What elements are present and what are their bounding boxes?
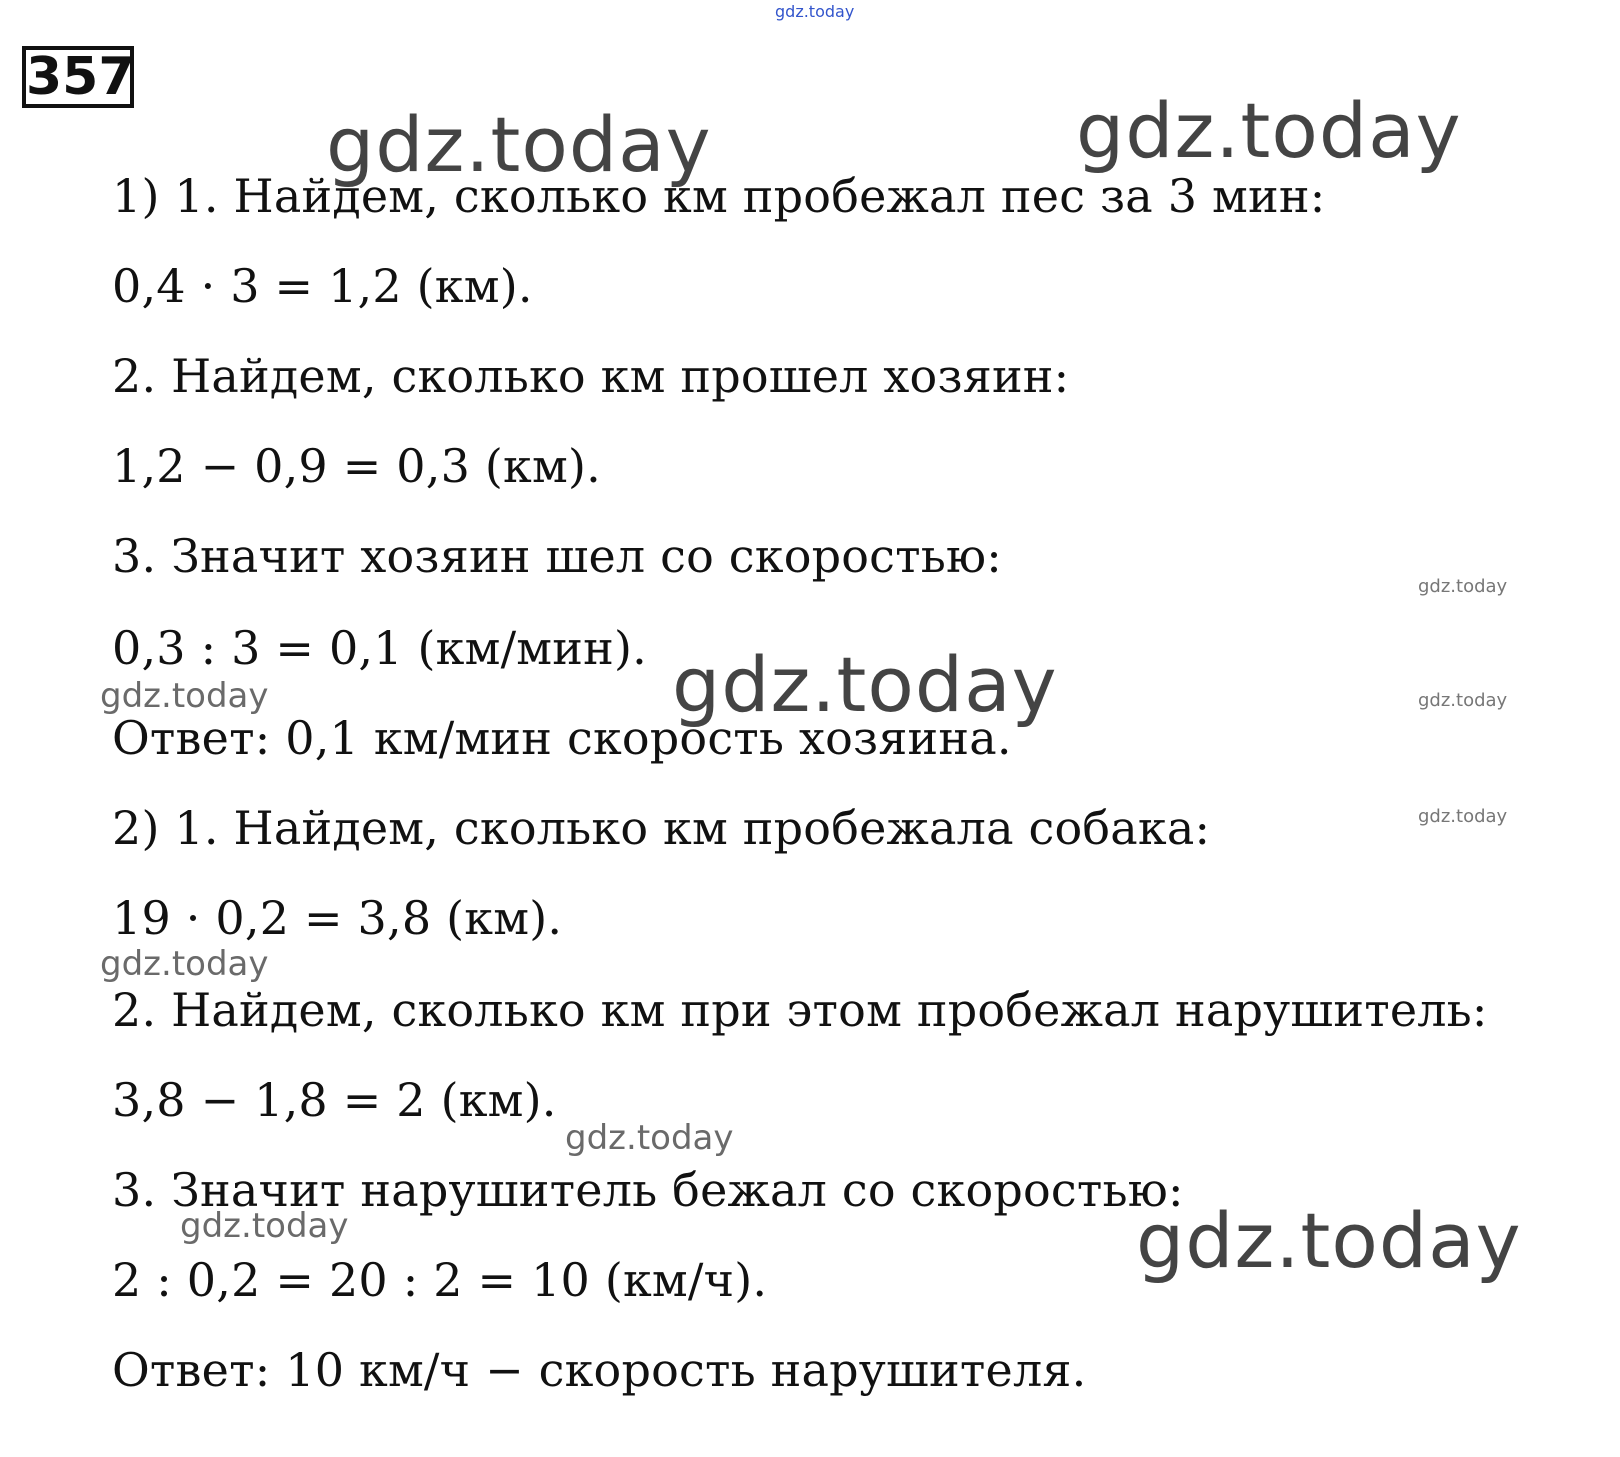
solution-line-12: 2 : 0,2 = 20 : 2 = 10 (км/ч). bbox=[112, 1253, 768, 1307]
solution-line-7: 2) 1. Найдем, сколько км пробежала собака: bbox=[112, 801, 1211, 855]
watermark-small-3: gdz.today bbox=[1418, 806, 1508, 827]
solution-line-3: 2. Найдем, сколько км прошел хозяин: bbox=[112, 349, 1070, 403]
watermark-small-2: gdz.today bbox=[1418, 690, 1508, 711]
watermark-large-1: gdz.today bbox=[326, 100, 712, 189]
solution-line-11: 3. Значит нарушитель бежал со скоростью: bbox=[112, 1163, 1184, 1217]
solution-line-1: 1) 1. Найдем, сколько км пробежал пес за 3 мин: bbox=[112, 169, 1326, 223]
solution-line-10: 3,8 − 1,8 = 2 (км). bbox=[112, 1073, 557, 1127]
problem-number: 357 bbox=[22, 46, 134, 108]
solution-line-5: 3. Значит хозяин шел со скоростью: bbox=[112, 529, 1002, 583]
solution-line-8: 19 · 0,2 = 3,8 (км). bbox=[112, 891, 563, 945]
watermark-large-3: gdz.today bbox=[672, 640, 1058, 729]
answer-line-2: Ответ: 10 км/ч − скорость нарушителя. bbox=[112, 1343, 1087, 1397]
watermark-medium-1: gdz.today bbox=[100, 676, 269, 716]
solution-line-9: 2. Найдем, сколько км при этом пробежал нарушитель: bbox=[112, 983, 1488, 1037]
watermark-medium-2: gdz.today bbox=[100, 944, 269, 984]
watermark-small-1: gdz.today bbox=[1418, 576, 1508, 597]
watermark-medium-4: gdz.today bbox=[180, 1206, 349, 1246]
solution-line-2: 0,4 · 3 = 1,2 (км). bbox=[112, 259, 533, 313]
watermark-large-4: gdz.today bbox=[1136, 1196, 1522, 1285]
watermark-top: gdz.today bbox=[775, 2, 855, 21]
answer-line-1: Ответ: 0,1 км/мин скорость хозяина. bbox=[112, 711, 1012, 765]
watermark-large-2: gdz.today bbox=[1076, 86, 1462, 175]
solution-line-4: 1,2 − 0,9 = 0,3 (км). bbox=[112, 439, 601, 493]
solution-line-6: 0,3 : 3 = 0,1 (км/мин). bbox=[112, 621, 647, 675]
watermark-medium-3: gdz.today bbox=[565, 1118, 734, 1158]
